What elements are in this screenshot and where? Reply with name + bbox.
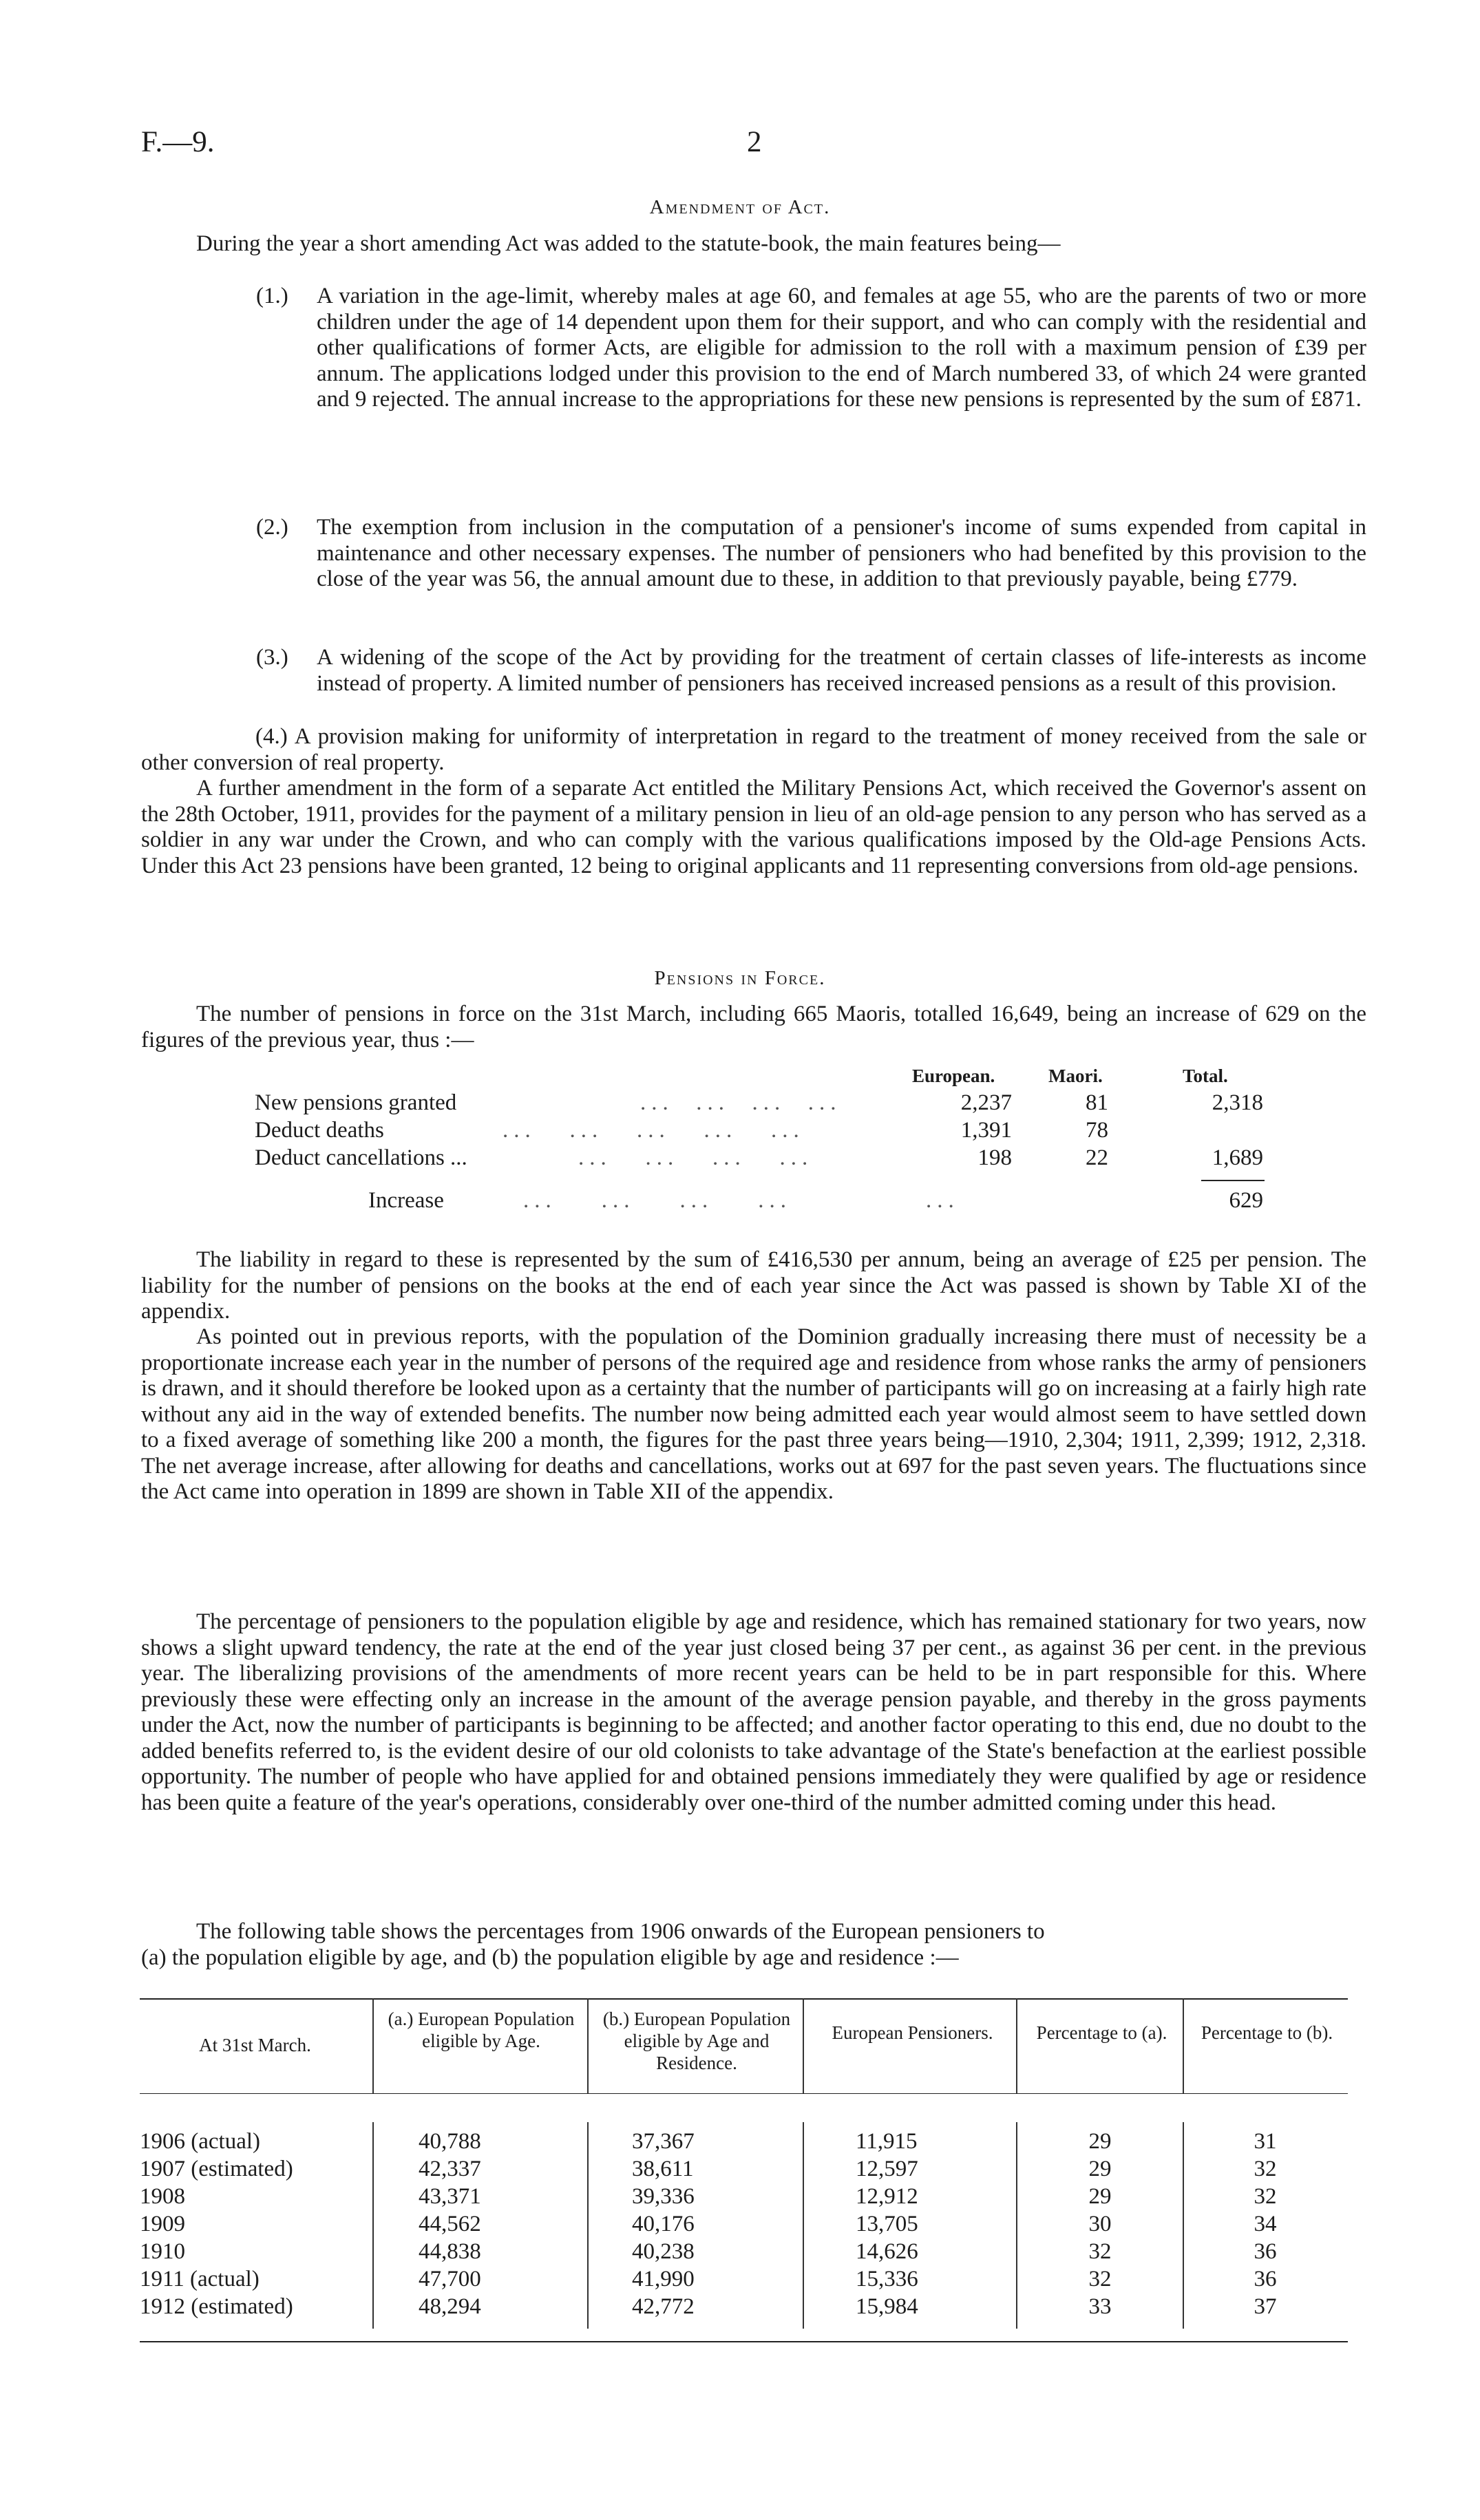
table-cell: 40,788	[419, 2129, 481, 2154]
page-number: 2	[747, 126, 762, 158]
col-divider	[372, 1998, 374, 2093]
item-text: A widening of the scope of the Act by providing for the treatment of certain classes of life-interests as income instead of property. A limited number of pensioners has received increased pensions as a result of this provision.	[317, 645, 1366, 696]
table-cell: 1912 (estimated)	[140, 2294, 293, 2319]
liability-paragraph: The liability in regard to these is represented by the sum of £416,530 per annum, being an average of £25 per pension. The liability for the number of pensions on the books at the end of each year since the Act was passed is shown by Table XI of the appendix.	[141, 1247, 1366, 1324]
table-cell: 1908	[140, 2184, 185, 2209]
leader-dots: ... ... ... ... ...	[503, 1118, 805, 1143]
table-cell: 1906 (actual)	[140, 2129, 261, 2154]
table-cell: 1907 (estimated)	[140, 2157, 293, 2181]
col-maori: Maori.	[1048, 1066, 1103, 1086]
table-cell: 44,562	[419, 2212, 481, 2236]
table-cell: 12,597	[856, 2157, 918, 2181]
table-cell: 29	[1088, 2157, 1112, 2181]
table-cell: 32	[1254, 2184, 1277, 2209]
table-cell: 31	[1254, 2129, 1277, 2154]
item-label: (4.)	[255, 724, 288, 749]
amendment-title: Amendment of Act.	[649, 196, 831, 218]
table-cell: 14,626	[856, 2239, 918, 2264]
increase-value: 629	[1229, 1188, 1263, 1213]
col-divider	[587, 2122, 589, 2329]
row-label: New pensions granted	[255, 1090, 457, 1115]
table-cell: 12,912	[856, 2184, 918, 2209]
maori-value: 22	[1086, 1145, 1108, 1170]
amendment-intro: During the year a short amending Act was added to the statute-book, the main features being—	[196, 231, 1061, 256]
european-value: 2,237	[960, 1090, 1012, 1115]
header-percentage-a: Percentage to (a).	[1036, 2022, 1167, 2043]
item-label: (3.)	[256, 645, 288, 670]
maori-value: 81	[1086, 1090, 1108, 1115]
leader-dots: ... ... ... ... ...	[523, 1188, 960, 1213]
increase-label: Increase	[368, 1188, 444, 1213]
table-cell: 36	[1254, 2267, 1277, 2291]
table-cell: 42,337	[419, 2157, 481, 2181]
col-divider	[803, 1998, 804, 2093]
table-cell: 38,611	[632, 2157, 694, 2181]
table-cell: 32	[1254, 2157, 1277, 2181]
header-european-pensioners: European Pensioners.	[832, 2022, 993, 2043]
header-rule	[140, 2093, 1348, 2094]
table-cell: 44,838	[419, 2239, 481, 2264]
total-value: 2,318	[1212, 1090, 1263, 1115]
total-value: 1,689	[1212, 1145, 1263, 1170]
row-label: Deduct cancellations ...	[255, 1145, 467, 1170]
table-cell: 39,336	[632, 2184, 695, 2209]
table-cell: 1909	[140, 2212, 185, 2236]
leader-dots: ... ... ... ...	[640, 1090, 842, 1115]
table-cell: 33	[1088, 2294, 1112, 2319]
row-label: Deduct deaths	[255, 1118, 384, 1143]
col-total: Total.	[1183, 1066, 1228, 1086]
table-cell: 41,990	[632, 2267, 695, 2291]
table-cell: 36	[1254, 2239, 1277, 2264]
military-pensions-paragraph: A further amendment in the form of a separate Act entitled the Military Pensions Act, which received the Governor's assent on the 28th October, 1911, provides for the payment of a military pension in lieu of an old-age pension to any person who has served as a soldier in any war under the Crown, and who can comply with the various qualifications imposed by the Old-age Pensions Acts. Under this Act 23 pensions have been granted, 12 being to original applicants and 11 representing conversions from old-age pensions.	[141, 776, 1366, 878]
pensions-intro: The number of pensions in force on the 31st March, including 665 Maoris, totalled 16,649, being an increase of 629 on the figures of the previous year, thus :—	[141, 1002, 1366, 1052]
table-cell: 29	[1088, 2184, 1112, 2209]
table-cell: 29	[1088, 2129, 1112, 2154]
header-population-by-age-residence: (b.) European Population eligible by Age and Residence.	[602, 2009, 791, 2073]
table-cell: 13,705	[856, 2212, 918, 2236]
amendment-item-4	[141, 724, 1366, 776]
table-cell: 32	[1088, 2239, 1112, 2264]
table-cell: 40,176	[632, 2212, 695, 2236]
table-cell: 15,984	[856, 2294, 918, 2319]
header-at-31st-march: At 31st March.	[199, 2035, 311, 2055]
col-divider	[1183, 1998, 1184, 2093]
table-intro-line-1: The following table shows the percentages from 1906 onwards of the European pensioners to	[196, 1919, 1045, 1944]
item-label: (1.)	[256, 284, 288, 308]
leader-dots: ... ... ... ...	[578, 1145, 814, 1170]
table-cell: 15,336	[856, 2267, 918, 2291]
pensions-title: Pensions in Force.	[654, 967, 826, 989]
table-cell: 11,915	[856, 2129, 918, 2154]
table-cell: 37	[1254, 2294, 1277, 2319]
table-cell: 43,371	[419, 2184, 481, 2209]
table-intro-line-2: (a) the population eligible by age, and (b) the population eligible by age and residence :—	[141, 1945, 959, 1970]
amendment-item-3	[256, 645, 1366, 697]
table-cell: 40,238	[632, 2239, 695, 2264]
col-divider	[1183, 2122, 1184, 2329]
col-divider	[1016, 2122, 1017, 2329]
table-cell: 34	[1254, 2212, 1277, 2236]
table-bottom-rule	[140, 2341, 1348, 2342]
col-european: European.	[912, 1066, 995, 1086]
header-percentage-b: Percentage to (b).	[1201, 2022, 1333, 2043]
table-cell: 1911 (actual)	[140, 2267, 260, 2291]
item-label: (2.)	[256, 515, 288, 540]
table-cell: 47,700	[419, 2267, 481, 2291]
item-text: A provision making for uniformity of interpretation in regard to the treatment of money received from the sale or other conversion of real property.	[141, 724, 1366, 775]
table-cell: 30	[1088, 2212, 1112, 2236]
col-divider	[372, 2122, 374, 2329]
item-text: A variation in the age-limit, whereby males at age 60, and females at age 55, who are the parents of two or more children under the age of 14 dependent upon them for their support, and who can comply with the residential and other qualifications of former Acts, are eligible for admission to the roll with a maximum pension of £39 per annum. The applications lodged under this provision to the end of March numbered 33, of which 24 were granted and 9 rejected. The annual increase to the appropriations for these new pensions is represented by the sum of £871.	[317, 284, 1366, 412]
amendment-item-2	[256, 515, 1366, 593]
header-population-by-age: (a.) European Population eligible by Age.	[388, 2009, 575, 2051]
european-value: 1,391	[960, 1118, 1012, 1143]
table-cell: 1910	[140, 2239, 185, 2264]
col-divider	[803, 2122, 804, 2329]
total-rule	[1201, 1180, 1265, 1181]
population-paragraph: As pointed out in previous reports, with the population of the Dominion gradually increasing there must of necessity be a proportionate increase each year in the number of persons of the required age and residence from whose ranks the army of pensioners is drawn, and it should therefore be looked upon as a certainty that the number of participants will go on increasing at a fairly high rate without any aid in the way of extended benefits. The number now being admitted each year would almost seem to have settled down to a fixed average of something like 200 a month, the figures for the past three years being—1910, 2,304; 1911, 2,399; 1912, 2,318. The net average increase, after allowing for deaths and cancellations, works out at 697 for the past seven years. The fluctuations since the Act came into operation in 1899 are shown in Table XII of the appendix.	[141, 1324, 1366, 1504]
table-cell: 32	[1088, 2267, 1112, 2291]
table-cell: 37,367	[632, 2129, 695, 2154]
table-cell: 48,294	[419, 2294, 481, 2319]
col-divider	[587, 1998, 589, 2093]
european-value: 198	[977, 1145, 1012, 1170]
col-divider	[1016, 1998, 1017, 2093]
table-top-rule	[140, 1998, 1348, 2000]
percentage-paragraph: The percentage of pensioners to the population eligible by age and residence, which has remained stationary for two years, now shows a slight upward tendency, the rate at the end of the year just closed being 37 per cent., as against 36 per cent. in the previous year. The liberalizing provisions of the amendments of more recent years can be held to be in part responsible for this. Where previously these were effecting only an increase in the amount of the average pension payable, and thereby in the gross payments under the Act, now the number of participants is beginning to be affected; and another factor operating to this end, due no doubt to the added benefits referred to, is the evident desire of our old colonists to take advantage of the State's benefaction at the earliest possible opportunity. The number of people who have applied for and obtained pensions immediately they were qualified by age or residence has been quite a feature of the year's operations, considerably over one-third of the number admitted coming under this head.	[141, 1609, 1366, 1815]
maori-value: 78	[1086, 1118, 1108, 1143]
table-cell: 42,772	[632, 2294, 695, 2319]
document-reference: F.—9.	[141, 126, 215, 158]
amendment-item-1	[256, 284, 1366, 413]
item-text: The exemption from inclusion in the computation of a pensioner's income of sums expended from capital in maintenance and other necessary expenses. The number of pensioners who had benefited by this provision to the close of the year was 56, the annual amount due to these, in addition to that previously payable, being £779.	[317, 515, 1366, 591]
